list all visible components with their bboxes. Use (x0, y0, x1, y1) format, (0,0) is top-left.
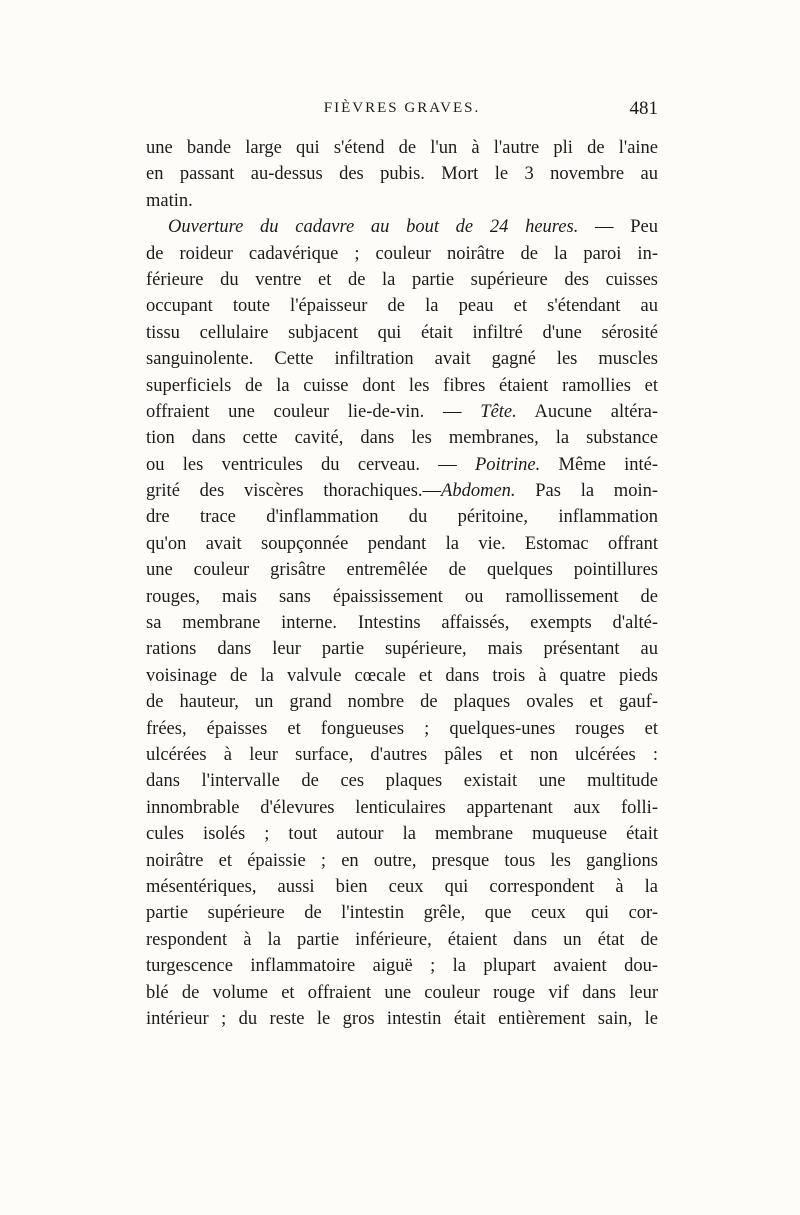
text-segment: superficiels de la cuisse dont les fibres étaient ramollies et (146, 375, 658, 396)
text-segment: matin. (146, 190, 193, 211)
text-line (146, 821, 658, 847)
text-line (146, 1006, 658, 1032)
text-line (146, 531, 658, 557)
text-line (146, 293, 658, 319)
text-segment: innombrable d'élevures lenticulaires appartenant aux folli- (146, 797, 658, 818)
italic-heading: Tête. (480, 401, 517, 422)
text-line (146, 478, 658, 504)
text-segment: offraient une couleur lie-de-vin. — (146, 401, 481, 422)
text-line (146, 716, 658, 742)
text-segment: dans l'intervalle de ces plaques existait une multitude (146, 771, 658, 792)
text-segment: de roideur cadavérique ; couleur noirâtre de la paroi in- (146, 243, 658, 264)
text-line (146, 241, 658, 267)
text-line (146, 188, 658, 214)
text-line (146, 980, 658, 1006)
text-segment: — Peu (578, 217, 658, 238)
text-segment: occupant toute l'épaisseur de la peau et s'étendant au (146, 296, 658, 317)
text-line (146, 452, 658, 478)
text-line (146, 742, 658, 768)
text-line (146, 504, 658, 530)
italic-heading: Ouverture du cadavre au bout de 24 heures. (168, 217, 579, 238)
text-segment: dre trace d'inflammation du péritoine, inflammation (146, 507, 658, 528)
text-segment: cules isolés ; tout autour la membrane muqueuse était (146, 824, 658, 845)
text-line (146, 161, 658, 187)
text-segment: blé de volume et offraient une couleur rouge vif dans leur (146, 982, 658, 1003)
text-segment: une bande large qui s'étend de l'un à l'autre pli de l'aine (146, 138, 658, 158)
text-line (146, 135, 658, 161)
text-segment: mésentériques, aussi bien ceux qui correspondent à la (146, 876, 658, 897)
text-segment: noirâtre et épaissie ; en outre, presque tous les ganglions (146, 850, 658, 871)
text-segment: Pas la moin- (515, 481, 658, 502)
text-line (146, 689, 658, 715)
text-segment: une couleur grisâtre entremêlée de quelques pointillures (146, 560, 658, 581)
text-segment: tissu cellulaire subjacent qui était infiltré d'une sérosité (146, 322, 658, 343)
text-segment: sa membrane interne. Intestins affaissés, exempts d'alté- (146, 613, 658, 634)
text-line (146, 399, 658, 425)
text-segment: rouges, mais sans épaississement ou ramollissement de (146, 586, 658, 607)
text-line (146, 663, 658, 689)
text-segment: grité des viscères thorachiques.— (146, 481, 442, 502)
text-line (146, 346, 658, 372)
text-line (146, 900, 658, 926)
text-line (146, 768, 658, 794)
text-line (146, 795, 658, 821)
text-line (146, 425, 658, 451)
running-head (146, 100, 658, 126)
text-segment: turgescence inflammatoire aiguë ; la plupart avaient dou- (146, 956, 658, 977)
text-segment: ou les ventricules du cerveau. — (146, 454, 475, 475)
italic-heading: Poitrine. (475, 454, 541, 475)
italic-heading: Abdomen. (441, 481, 516, 502)
text-line (146, 636, 658, 662)
body-text (146, 135, 658, 1032)
text-line (146, 267, 658, 293)
text-line (146, 610, 658, 636)
text-segment: partie supérieure de l'intestin grêle, que ceux qui cor- (146, 903, 658, 924)
text-segment: férieure du ventre et de la partie supérieure des cuisses (146, 269, 658, 290)
text-segment: sanguinolente. Cette infiltration avait gagné les muscles (146, 349, 658, 370)
text-segment: ulcérées à leur surface, d'autres pâles et non ulcérées : (146, 744, 658, 765)
text-line (146, 874, 658, 900)
text-segment: en passant au-dessus des pubis. Mort le 3 novembre au (146, 164, 658, 185)
running-title: FIÈVRES GRAVES. (323, 100, 481, 116)
text-segment: Même inté- (540, 454, 658, 475)
text-segment: respondent à la partie inférieure, étaient dans un état de (146, 929, 658, 950)
text-line (146, 953, 658, 979)
text-segment: qu'on avait soupçonnée pendant la vie. Estomac offrant (146, 533, 658, 554)
text-line (146, 584, 658, 610)
text-line (146, 927, 658, 953)
text-segment: voisinage de la valvule cœcale et dans trois à quatre pieds (146, 665, 658, 686)
page-number: 481 (629, 98, 658, 119)
text-line (146, 320, 658, 346)
text-segment: Aucune altéra- (516, 401, 658, 422)
text-line (146, 214, 658, 240)
text-segment: de hauteur, un grand nombre de plaques ovales et gauf- (146, 692, 658, 713)
text-line (146, 557, 658, 583)
text-line (146, 373, 658, 399)
text-line (146, 848, 658, 874)
text-segment: tion dans cette cavité, dans les membranes, la substance (146, 428, 658, 449)
text-segment: rations dans leur partie supérieure, mais présentant au (146, 639, 658, 660)
text-segment: frées, épaisses et fongueuses ; quelques-unes rouges et (146, 718, 658, 739)
text-segment: intérieur ; du reste le gros intestin était entièrement sain, le (146, 1008, 658, 1029)
